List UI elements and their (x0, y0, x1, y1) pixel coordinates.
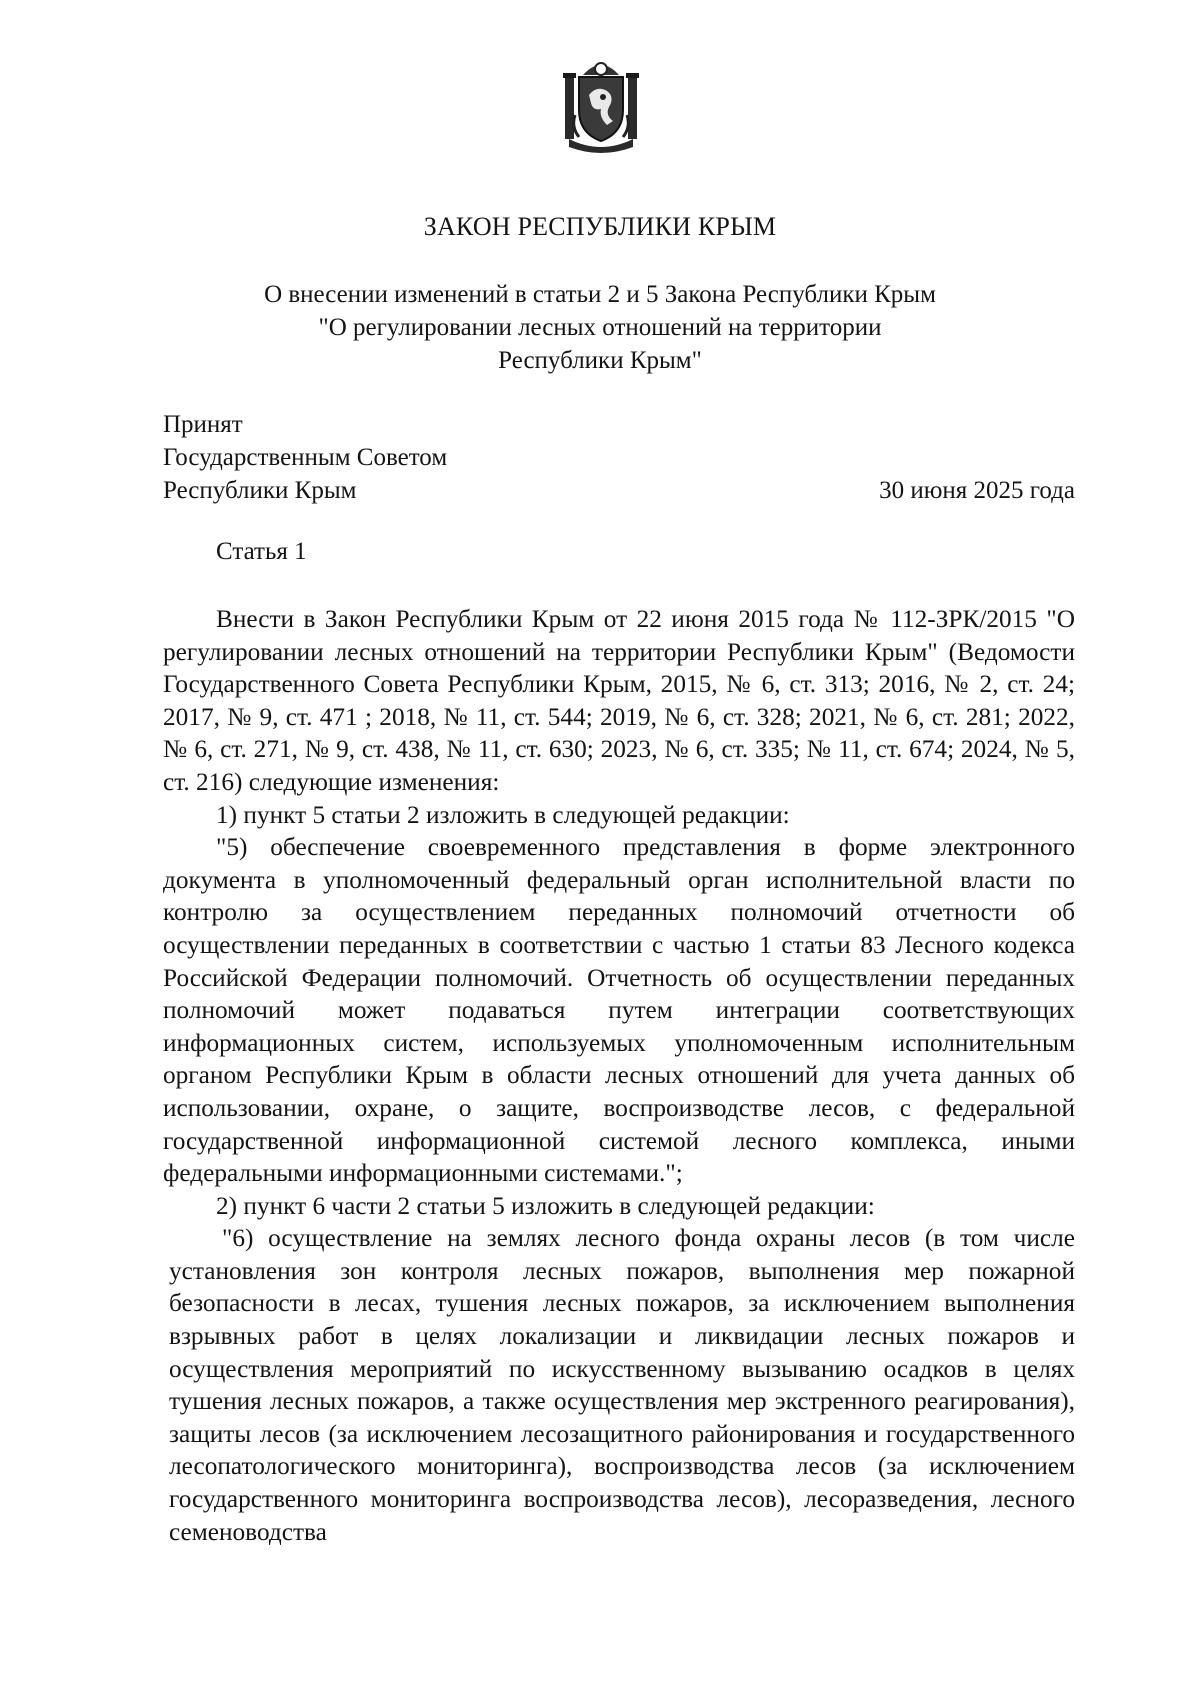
amendment-quote-1: "5) обеспечение своевременного представления в форме электронного документа в уполномоченный федеральный орган исполнительной власти по контролю за осуществлением переданных полномочий отчетности об осуществлении переданных в соответствии с частью 1 статьи 83 Лесного кодекса Российской Федерации полномочий. Отчетность об осуществлении переданных полномочий может подаваться путем интеграции соответствующих информационных систем, используемых уполномоченным исполнительным органом Республики Крым в области лесных отношений для учета данных об использовании, охране, о защите, воспроизводстве лесов, с федеральной государственной информационной системой лесного комплекса, иными федеральными информационными системами."; (163, 833, 1075, 1188)
amendment-item-1: 1) пункт 5 статьи 2 изложить в следующей редакции: (216, 800, 790, 829)
article-intro-paragraph: Внести в Закон Республики Крым от 22 июня 2015 года № 112-ЗРК/2015 "О регулировании лесных отношений на территории Республики Крым" (Ведомости Государственного Совета Республики Крым, 2015, № 6, ст. 313; 2016, № 2, ст. 24; 2017, № 9, ст. 471 ; 2018, № 11, ст. 544; 2019, № 6, ст. 328; 2021, № 6, ст. 281; 2022, № 6, ст. 271, № 9, ст. 438, № 11, ст. 630; 2023, № 6, ст. 335; № 11, ст. 674; 2024, № 5, ст. 216) следующие изменения: (163, 605, 1075, 796)
coat-of-arms-emblem (561, 55, 641, 155)
adoption-line: Государственным Советом (163, 444, 448, 471)
law-subtitle (0, 278, 1200, 377)
amendment-item-2: 2) пункт 6 части 2 статьи 5 изложить в следующей редакции: (216, 1191, 875, 1220)
adoption-line: Республики Крым (163, 477, 357, 504)
subtitle-line: Республики Крым" (498, 347, 702, 374)
adoption-block (163, 408, 447, 507)
adoption-line: Принят (163, 411, 243, 438)
subtitle-line: О внесении изменений в статьи 2 и 5 Закона Республики Крым (264, 281, 936, 308)
amendment-quote-2: "6) осуществление на землях лесного фонда охраны лесов (в том числе установления зон контроля лесных пожаров, выполнения мер пожарной безопасности в лесах, тушения лесных пожаров, за исключением выполнения взрывных работ в целях локализации и ликвидации лесных пожаров и осуществления мероприятий по искусственному вызыванию осадков в целях тушения лесных пожаров, а также осуществления мер экстренного реагирования), защиты лесов (за исключением лесозащитного районирования и государственного лесопатологического мониторинга), воспроизводства лесов (за исключением государственного мониторинга воспроизводства лесов), лесоразведения, лесного семеноводства (169, 1224, 1075, 1546)
article-heading: Статья 1 (216, 538, 307, 565)
law-title: ЗАКОН РЕСПУБЛИКИ КРЫМ (423, 212, 777, 241)
article-body (163, 603, 1075, 1548)
subtitle-line: "О регулировании лесных отношений на территории (318, 314, 882, 341)
adoption-date: 30 июня 2025 года (879, 477, 1075, 504)
